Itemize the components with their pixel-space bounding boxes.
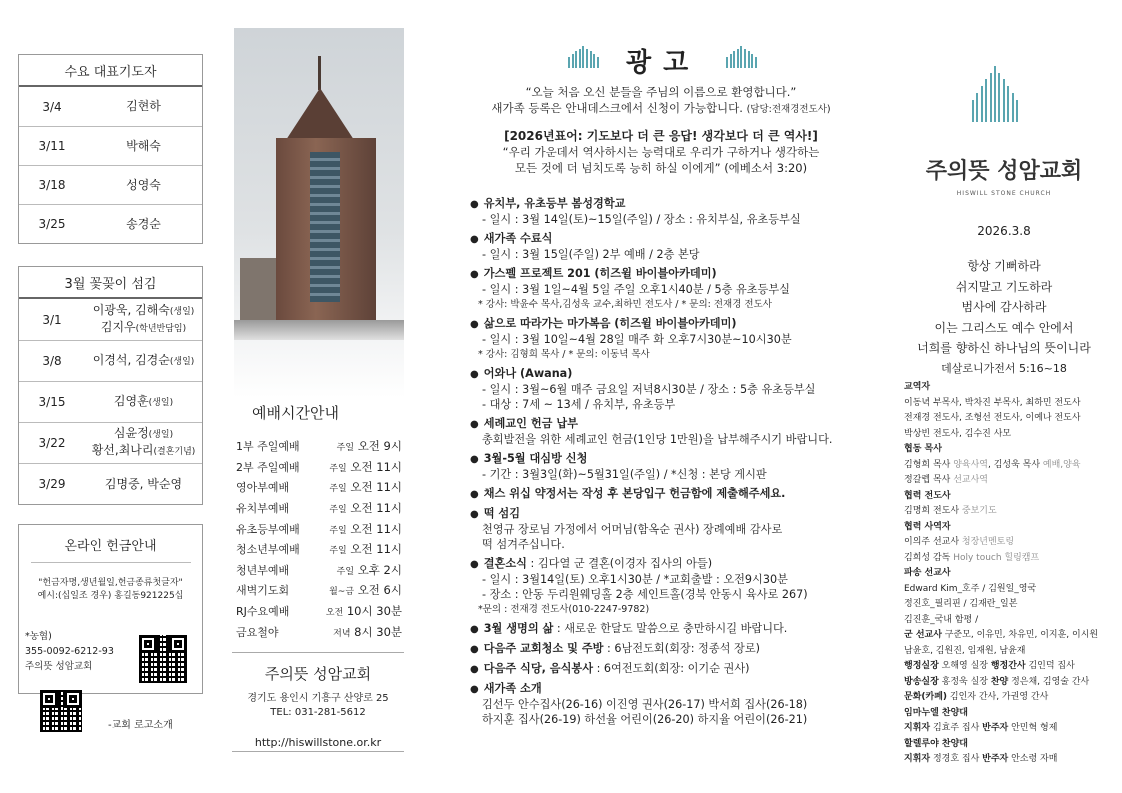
- service-row: [236, 601, 402, 622]
- announcement-item: [470, 416, 870, 447]
- staff-line: [904, 427, 1110, 443]
- service-row: [236, 580, 402, 601]
- staff-ministry: Holy touch 힐링캠프: [953, 552, 1040, 563]
- service-row: [236, 477, 402, 498]
- staff-heading: 협력 전도사: [904, 490, 951, 501]
- offering-note-format: "헌금자명,생년월일,헌금종류첫글자": [38, 578, 183, 588]
- announcement-item: [470, 196, 870, 227]
- staff-line: [904, 473, 1110, 489]
- announcement-heading: ● 결혼소식: [470, 557, 527, 570]
- staff-role: 방송실장: [904, 676, 939, 687]
- flower-reason: (생일): [148, 430, 174, 440]
- service-hour: 8시 30분: [354, 624, 402, 639]
- cover-column: [898, 0, 1110, 793]
- staff-role: 군 선교사: [904, 630, 942, 640]
- service-hour: 오전 11시: [350, 542, 402, 557]
- announcement-line: 김선두 안수집사(26-16) 이진영 권사(26-17) 박서희 집사(26-18): [482, 698, 808, 711]
- service-time: [329, 582, 402, 598]
- announcement-heading: ● 다음주 식당, 음식봉사: [470, 662, 593, 675]
- staff-name: 김인자 간사, 가권영 간사: [947, 692, 1049, 702]
- staff-ministry: 중보기도: [961, 506, 997, 516]
- prayer-name: 김현하: [126, 99, 161, 113]
- staff-line: [904, 628, 1110, 644]
- flower-name: 이경석, 김경순: [92, 352, 170, 367]
- service-name: 새벽기도회: [236, 584, 290, 598]
- announcement-item: [470, 661, 870, 677]
- service-name: 유치부예배: [236, 502, 290, 516]
- flower-reason: (생일): [148, 397, 174, 408]
- announcement-heading: ● 다음주 교회청소 및 주방: [470, 642, 604, 655]
- staff-line: [904, 396, 1110, 412]
- announcement-item: [470, 316, 870, 362]
- offering-qr-code-icon[interactable]: [139, 635, 187, 683]
- announcement-note: * 강사: 김형희 목사 / * 문의: 이동녁 목사: [478, 349, 650, 360]
- staff-ministry: 선교사역: [953, 475, 988, 485]
- announcement-item: [470, 451, 870, 482]
- service-hour: 오전 9시: [357, 439, 402, 454]
- staff-name: 김인덕 집사: [1025, 661, 1075, 671]
- table-row: [19, 340, 202, 381]
- announcement-heading: ● 삶으로 따라가는 마가복음 (히즈윌 바이블아카데미): [470, 317, 737, 330]
- staff-name: 김희성 감독: [904, 552, 954, 563]
- staff-name: 이동녁 부목사, 박차진 부목사, 최하민 전도사: [904, 397, 1081, 408]
- announcement-inline: : 6여전도회(회장: 이기순 권사): [593, 662, 750, 675]
- announcement-heading: ● 새가족 수료식: [470, 232, 552, 245]
- service-row: [236, 621, 402, 642]
- staff-line: [904, 675, 1110, 691]
- announcements-column: [456, 0, 866, 793]
- staff-role: 지휘자: [904, 723, 931, 733]
- prayer-name: 성영숙: [126, 177, 161, 192]
- staff-name: 전재경 전도사, 조형선 전도사, 이예나 전도사: [904, 413, 1081, 423]
- flower-names: [85, 353, 202, 370]
- announcement-line: 떡 섬겨주십니다.: [482, 538, 565, 551]
- staff-name: 김명희 전도사: [904, 506, 962, 516]
- offering-title: 온라인 헌금안내: [64, 539, 157, 554]
- staff-line: [904, 752, 1110, 768]
- announcement-item: [470, 641, 870, 657]
- announcement-item: [470, 366, 870, 412]
- service-hour: 오전 11시: [350, 501, 402, 516]
- announcement-item: [470, 231, 870, 262]
- service-row: [236, 539, 402, 560]
- flower-names: [85, 426, 202, 460]
- announcement-heading: ● 채스 위십 약정서는 작성 후 본당입구 헌금함에 제출해주세요.: [470, 487, 785, 500]
- staff-name: 홍정욱 실장: [938, 676, 991, 687]
- flower-date: 3/1: [42, 312, 62, 327]
- service-name: 1부 주일예배: [236, 440, 300, 454]
- announcement-item: [470, 681, 870, 727]
- right-bars-icon: [726, 46, 760, 68]
- left-column: [14, 0, 210, 793]
- staff-name: 박상빈 전도사, 김수진 사모: [904, 428, 1012, 439]
- announcement-line: - 기간 : 3월3일(화)~5월31일(주일) / *신청 : 본당 게시판: [482, 468, 767, 481]
- flower-name: 이광욱, 김해숙: [92, 302, 170, 317]
- table-row: [19, 165, 202, 204]
- announcement-line: - 일시 : 3월 14일(토)~15일(주일) / 장소 : 유치부실, 유초등부실: [482, 213, 801, 226]
- staff-name: 남윤호, 김원진, 임재원, 남윤재: [904, 645, 1026, 656]
- verse-line: 이는 그리스도 예수 안에서: [934, 320, 1074, 335]
- staff-heading: 교역자: [904, 382, 931, 392]
- flower-names: [85, 303, 202, 337]
- offering-note-example: 예시:(십일조 경우) 홍길동921225십: [37, 591, 184, 601]
- online-offering-box: [18, 524, 203, 694]
- service-time: [329, 479, 402, 495]
- service-name: 유초등부예배: [236, 522, 300, 536]
- service-name: 청소년부예배: [236, 543, 300, 557]
- bank-account: 355-0092-6212-93: [25, 646, 114, 657]
- staff-line: [904, 690, 1110, 706]
- service-name: 영아부예배: [236, 481, 290, 495]
- staff-role: 반주자: [982, 754, 1009, 764]
- service-time: [337, 562, 402, 578]
- service-time: [326, 603, 402, 619]
- flower-reason: (생일): [169, 306, 195, 317]
- staff-name: 김형희 목사: [904, 459, 954, 470]
- service-hour: 10시 30분: [346, 604, 402, 619]
- flower-name: 심윤정: [113, 426, 149, 440]
- service-column: [232, 0, 406, 793]
- announcement-item: [470, 556, 870, 617]
- bank-holder: 주의뜻 성암교회: [25, 661, 93, 672]
- flower-table-title: 3월 꽃꽂이 섬김: [19, 267, 202, 299]
- logo-intro-qr-code-icon[interactable]: [40, 690, 82, 732]
- announcement-note: *문의 : 전재경 전도사(010-2247-9782): [478, 604, 650, 615]
- verse-line: 너희를 향하신 하나님의 뜻이니라: [917, 341, 1091, 355]
- prayer-name: 송경순: [126, 216, 161, 231]
- service-day: 저녁: [333, 628, 351, 639]
- staff-name: 정갈렙 목사: [904, 475, 954, 485]
- staff-line: [904, 411, 1110, 427]
- staff-line: [904, 551, 1110, 567]
- verse-line: 쉬지말고 기도하라: [955, 279, 1053, 294]
- cover-verse: [898, 256, 1110, 379]
- service-day: 주일: [329, 463, 347, 474]
- staff-line: [904, 659, 1110, 675]
- announcement-inline: : 김다열 군 결혼(이경자 집사의 아들): [526, 557, 713, 570]
- flower-name: 황선,최나리: [91, 443, 154, 457]
- table-row: [19, 204, 202, 243]
- flower-date: 3/15: [38, 395, 66, 409]
- prayer-name: 박해숙: [126, 138, 161, 153]
- announcement-note: * 강사: 박윤수 목사,김성욱 교수,최하민 전도사 / * 문의: 전재경 전도사: [478, 299, 772, 310]
- announcement-item: [470, 506, 870, 552]
- staff-heading: 파송 선교사: [904, 568, 951, 578]
- staff-heading: 협력 사역자: [904, 521, 951, 532]
- service-row: [236, 560, 402, 581]
- announcement-inline: : 6남전도회(회장: 정종석 장로): [603, 642, 760, 655]
- announcement-heading: ● 어와나 (Awana): [470, 367, 572, 380]
- announcement-item: [470, 486, 870, 502]
- staff-name: , 김성욱 목사: [987, 459, 1043, 470]
- staff-role: 찬양: [990, 676, 1009, 687]
- announcement-line: 하지훈 집사(26-19) 하선율 어린이(26-20) 하지율 어린이(26-21): [482, 713, 808, 726]
- service-day: 월~금: [329, 587, 355, 598]
- staff-line: [904, 613, 1110, 629]
- service-day: 주일: [329, 546, 347, 557]
- announcement-line: - 일시 : 3월 15일(주일) 2부 예배 / 2층 본당: [482, 248, 700, 261]
- announcement-inline: : 새로운 한달도 말씀으로 충만하시길 바랍니다.: [553, 622, 788, 635]
- staff-name: 정은채, 김영술 간사: [1008, 676, 1090, 687]
- flower-name: 김영훈: [113, 393, 149, 408]
- church-info-box: [232, 652, 404, 752]
- service-name: RJ수요예배: [236, 605, 290, 619]
- prayer-date: 3/25: [38, 217, 66, 231]
- church-name: 주의뜻 성암교회: [264, 665, 372, 683]
- table-row: [19, 299, 202, 340]
- flower-name: 김명중, 박순영: [104, 476, 183, 491]
- church-building-photo: [234, 28, 404, 398]
- table-row: [19, 422, 202, 463]
- service-time: [329, 521, 402, 537]
- year-motto: [456, 128, 866, 176]
- service-time: [329, 459, 402, 475]
- service-hour: 오전 11시: [350, 521, 402, 536]
- verse-line: 항상 기뻐하라: [967, 259, 1041, 273]
- announcement-line: - 일시 : 3월14일(토) 오후1시30분 / *교회출발 : 오전9시30분: [482, 573, 788, 586]
- service-row: [236, 436, 402, 457]
- flower-date: 3/22: [38, 436, 66, 450]
- welcome-line: “오늘 처음 오신 분들을 주님의 이름으로 환영합니다.”: [525, 85, 797, 99]
- church-url-link[interactable]: http://hiswillstone.or.kr: [254, 736, 382, 749]
- service-hour: 오전 11시: [350, 459, 402, 474]
- prayer-table-title: 수요 대표기도자: [19, 55, 202, 87]
- service-day: 주일: [329, 484, 347, 495]
- service-row: [236, 498, 402, 519]
- staff-heading: 임마누엘 찬양대: [904, 707, 968, 718]
- logo-intro-label: -교회 로고소개: [108, 720, 173, 731]
- service-time: [333, 624, 402, 640]
- bulletin-date: 2026.3.8: [977, 224, 1031, 238]
- announcement-heading: ● 유치부, 유초등부 봄성경학교: [470, 197, 625, 210]
- announcement-heading: ● 3월-5월 대심방 신청: [470, 452, 587, 465]
- church-logo-icon: [972, 66, 1022, 122]
- service-day: 오전: [325, 608, 344, 619]
- announcement-heading: ● 가스펠 프로젝트 201 (히즈윌 바이블아카데미): [470, 267, 717, 280]
- announcement-line: - 일시 : 3월~6월 매주 금요일 저녁8시30분 / 장소 : 5층 유초등부실: [482, 383, 816, 396]
- staff-role: 지휘자: [904, 754, 931, 764]
- announcement-line: 총회발전을 위한 세례교인 헌금(1인당 1만원)을 납부해주시기 바랍니다.: [482, 433, 833, 446]
- service-day: 주일: [329, 525, 347, 536]
- service-time: [337, 438, 402, 454]
- staff-ministry: 예배,양육: [1042, 459, 1081, 470]
- staff-line: [904, 504, 1110, 520]
- announcement-heading: ● 떡 섬김: [470, 507, 520, 520]
- service-times-title: 예배시간안내: [252, 404, 339, 422]
- service-times-list: [236, 436, 402, 642]
- announcement-heading: ● 새가족 소개: [470, 682, 542, 695]
- service-hour: 오전 11시: [350, 480, 402, 495]
- left-bars-icon: [568, 46, 602, 68]
- flower-date: 3/29: [38, 477, 66, 491]
- table-row: [19, 463, 202, 504]
- announcement-line: - 대상 : 7세 ~ 13세 / 유치부, 유초등부: [482, 398, 676, 411]
- staff-name: 김진훈_국내 함평 /: [904, 614, 979, 625]
- cover-church-name-en: HISWILL STONE CHURCH: [956, 190, 1052, 197]
- staff-list: [904, 380, 1110, 768]
- registration-contact: (담당:전재경전도사): [746, 104, 831, 115]
- service-time: [329, 500, 402, 516]
- bank-name: *농협): [25, 631, 52, 642]
- table-row: [19, 87, 202, 126]
- verse-line: 범사에 감사하라: [961, 300, 1047, 314]
- staff-line: [904, 644, 1110, 660]
- flower-reason: (결혼기념): [153, 447, 196, 457]
- motto-verse-line2: 모든 것에 더 넘치도록 능히 하실 이에게” (에베소서 3:20): [514, 161, 808, 175]
- table-row: [19, 381, 202, 422]
- staff-name: 이의주 선교사: [904, 537, 962, 547]
- announcements-title: 광고: [626, 48, 701, 78]
- staff-role: 행정실장: [904, 661, 939, 671]
- staff-role: 문화(카페): [904, 692, 948, 702]
- flower-table: [18, 266, 203, 505]
- service-name: 금요철야: [236, 625, 279, 639]
- prayer-date: 3/18: [38, 178, 66, 192]
- registration-line: 새가족 등록은 안내데스크에서 신청이 가능합니다.: [491, 101, 743, 115]
- staff-name: 김효주 집사: [930, 723, 983, 733]
- staff-name: 정경호 집사: [930, 754, 983, 764]
- announcement-line: - 일시 : 3월 1일~4월 5일 주일 오후1시40분 / 5층 유초등부실: [482, 283, 790, 296]
- announcement-line: - 장소 : 안동 두리원웨딩홀 2층 세인트홀(경북 안동시 육사로 267): [482, 588, 808, 601]
- flower-date: 3/8: [42, 354, 62, 368]
- service-day: 주일: [336, 443, 355, 454]
- flower-reason: (학년반담임): [135, 323, 187, 334]
- staff-ministry: 청장년멘토링: [961, 537, 1015, 547]
- verse-reference: 데살로니가전서 5:16~18: [941, 361, 1067, 375]
- service-time: [329, 541, 402, 557]
- staff-role: 반주자: [982, 723, 1009, 733]
- service-hour: 오후 2시: [357, 562, 402, 577]
- staff-heading: 협동 목사: [904, 444, 942, 454]
- staff-name: 구준모, 이유민, 차유민, 이지훈, 이시원: [941, 630, 1099, 640]
- service-hour: 오전 6시: [357, 583, 402, 598]
- staff-name: 정진호_필리핀 / 김재란_일본: [904, 599, 1018, 609]
- announcement-line: 천영규 장로님 가정에서 어머님(함옥순 권사) 장례예배 감사로: [482, 523, 783, 536]
- announcement-heading: ● 세례교인 헌금 납부: [470, 417, 578, 430]
- staff-line: [904, 597, 1110, 613]
- service-row: [236, 457, 402, 478]
- welcome-intro: [456, 84, 866, 118]
- staff-role: 행정간사: [990, 661, 1026, 671]
- service-day: 주일: [329, 505, 347, 516]
- motto-heading: [2026년표어: 기도보다 더 큰 응답! 생각보다 더 큰 역사!]: [504, 129, 818, 143]
- service-day: 주일: [336, 566, 355, 577]
- prayer-date: 3/4: [42, 99, 62, 114]
- staff-name: 안민혁 형제: [1008, 723, 1058, 733]
- staff-line: [904, 721, 1110, 737]
- staff-name: Edward Kim_호주 / 김원일_영국: [904, 583, 1037, 594]
- church-tel: TEL: 031-281-5612: [270, 707, 366, 718]
- flower-names: [85, 477, 202, 492]
- service-name: 2부 주일예배: [236, 460, 300, 474]
- staff-name: 오해영 실장: [938, 661, 991, 671]
- staff-line: [904, 458, 1110, 474]
- staff-heading: 할렐루야 찬양대: [904, 738, 968, 749]
- staff-line: [904, 582, 1110, 598]
- announcement-item: [470, 266, 870, 312]
- service-row: [236, 518, 402, 539]
- flower-names: [85, 394, 202, 411]
- table-row: [19, 126, 202, 165]
- staff-line: [904, 535, 1110, 551]
- announcement-heading: ● 3월 생명의 삶: [470, 622, 553, 635]
- announcement-list: [470, 196, 870, 731]
- staff-ministry: 양육사역: [953, 459, 988, 470]
- prayer-date: 3/11: [38, 139, 66, 153]
- motto-verse-line1: “우리 가운데서 역사하시는 능력대로 우리가 구하거나 생각하는: [502, 145, 820, 159]
- prayer-table: [18, 54, 203, 244]
- announcement-line: - 일시 : 3월 10일~4월 28일 매주 화 오후7시30분~10시30분: [482, 333, 792, 346]
- church-address: 경기도 용인시 기흥구 산양로 25: [247, 693, 389, 704]
- flower-name: 김지우: [100, 319, 136, 334]
- cover-church-name: 주의뜻 성암교회: [925, 159, 1083, 184]
- flower-reason: (생일): [169, 356, 195, 367]
- service-name: 청년부예배: [236, 563, 290, 577]
- announcement-item: [470, 621, 870, 637]
- staff-name: 안소령 자매: [1008, 754, 1058, 764]
